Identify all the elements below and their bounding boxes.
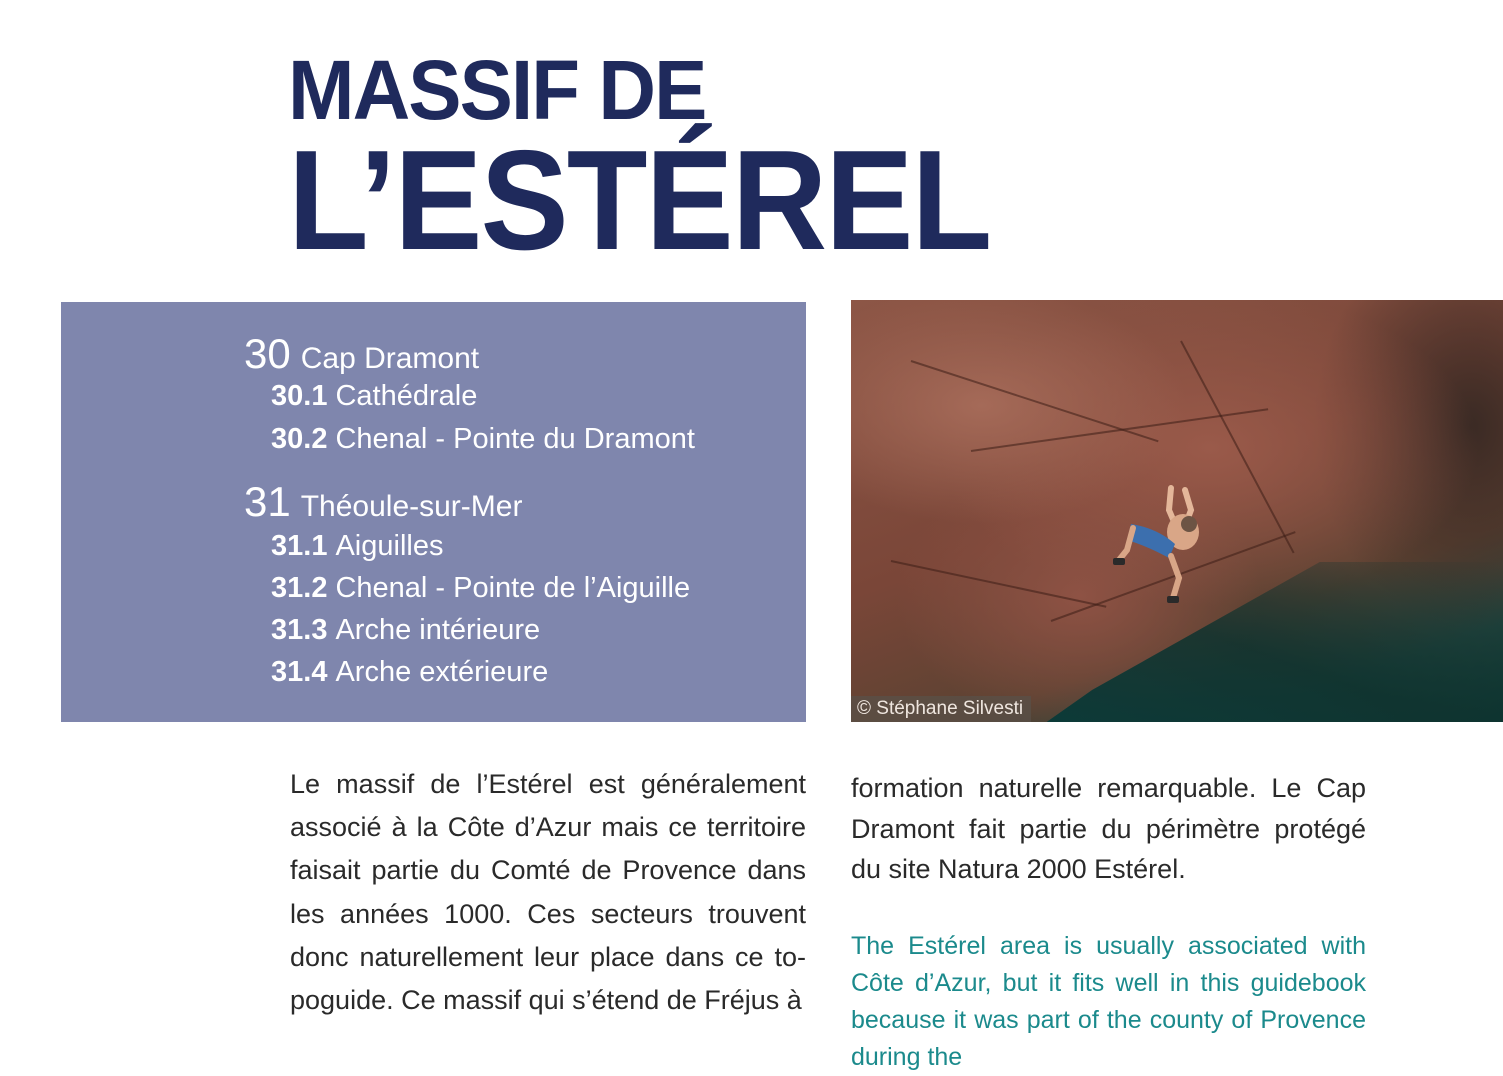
subsector-name: Chenal - Pointe du Dramont <box>335 423 695 455</box>
sector-name: Cap Dramont <box>300 342 480 375</box>
body-text-english: The Estérel area is usually associated with Côte d’Azur, but it fits well in this guidebook because it was part of the county of Provence during the <box>851 932 1366 1071</box>
climber-icon <box>1109 480 1209 615</box>
subsector-item <box>271 423 695 456</box>
subsector-number: 31.2 <box>271 572 328 604</box>
sector-number: 30 <box>244 330 291 377</box>
sector-name: Théoule-sur-Mer <box>300 490 523 523</box>
subsector-number: 31.1 <box>271 530 328 562</box>
body-text-french-column-1: Le massif de l’Estérel est généralement associé à la Côte d’Azur mais ce territoire faisait partie du Comté de Provence dans les années 1000. Ces secteurs trouvent donc naturellement leur place dans ce to-poguide. Ce massif qui s’étend de Fréjus à <box>290 769 806 1016</box>
rock-texture <box>971 408 1268 452</box>
subsector-item <box>271 380 477 413</box>
subsector-number: 30.1 <box>271 380 328 412</box>
page-title-line-2: L’ESTÉREL <box>288 121 991 280</box>
subsector-number: 31.3 <box>271 614 328 646</box>
subsector-number: 31.4 <box>271 656 328 688</box>
page-title-line-1: MASSIF DE <box>288 43 706 137</box>
rock-texture <box>891 560 1107 608</box>
subsector-name: Cathédrale <box>335 380 478 412</box>
subsector-name: Aiguilles <box>335 530 444 562</box>
subsector-item <box>271 572 690 605</box>
photo-credit: © Stéphane Silvesti <box>851 696 1031 722</box>
subsector-item <box>271 530 443 563</box>
subsector-number: 30.2 <box>271 423 328 455</box>
sector-heading <box>244 330 479 378</box>
subsector-name: Arche intérieure <box>335 614 541 646</box>
subsector-item <box>271 656 548 689</box>
climbing-photo <box>851 300 1503 722</box>
sector-index-box <box>61 302 806 722</box>
body-text-french-column-2: formation naturelle remarquable. Le Cap Dramont fait partie du périmètre protégé du site Natura 2000 Estérel. <box>851 773 1366 884</box>
sector-number: 31 <box>244 478 291 525</box>
subsector-item <box>271 614 540 647</box>
subsector-name: Arche extérieure <box>335 656 549 688</box>
sector-heading <box>244 478 522 526</box>
subsector-name: Chenal - Pointe de l’Aiguille <box>335 572 691 604</box>
